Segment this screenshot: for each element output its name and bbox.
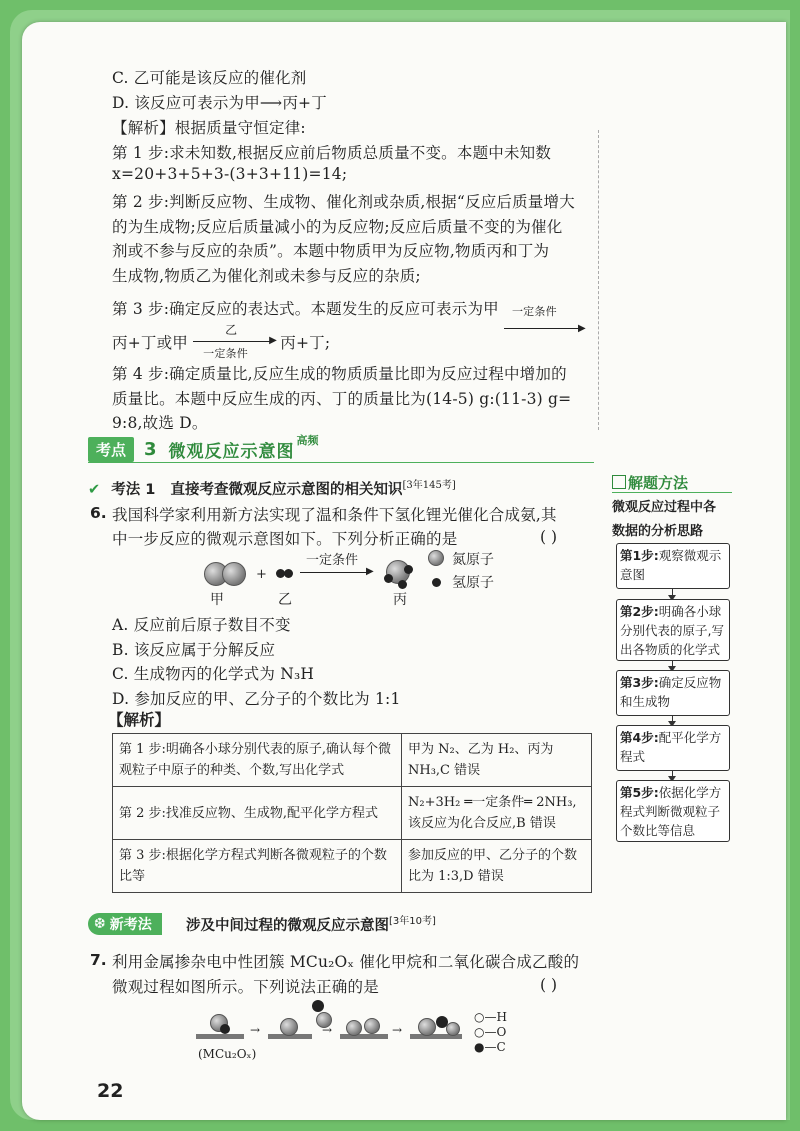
condition-label: 一定条件 xyxy=(511,305,557,318)
table-row xyxy=(113,787,592,840)
catalyst-surface xyxy=(340,1034,388,1039)
q5-line: 生成物,物质乙为催化剂或未参与反应的杂质; xyxy=(112,267,421,285)
table-cell: 第 3 步:根据化学方程式判断各微观粒子的个数比等 xyxy=(113,840,402,893)
nitrogen-atom xyxy=(222,562,246,586)
table-cell: 第 2 步:找准反应物、生成物,配平化学方程式 xyxy=(113,787,402,840)
plus-sign: + xyxy=(256,567,267,582)
step-arrow-icon: → xyxy=(392,1023,403,1037)
q5-line: 第 1 步:求未知数,根据反应前后物质总质量不变。本题中未知数 xyxy=(112,144,552,162)
q5-step3-text: 第 3 步:确定反应的表达式。本题发生的反应可表示为甲 xyxy=(112,300,499,318)
section-title: 微观反应示意图 xyxy=(168,441,295,462)
q6-answer-paren: ( ) xyxy=(540,528,558,546)
q7-answer-paren: ( ) xyxy=(540,976,558,994)
label-bing: 丙 xyxy=(393,592,407,608)
catalyst-surface xyxy=(196,1034,244,1039)
q5-line: 质量比。本题中反应生成的丙、丁的质量比为(14-5) g:(11-3) g= xyxy=(112,390,572,408)
sidebar-step: 第2步:明确各小球分别代表的原子,写出各物质的化学式 xyxy=(616,599,730,661)
catalyst-arrow: 乙 ▶ 一定条件 xyxy=(193,335,275,353)
q5-step3-b xyxy=(112,323,331,360)
carbon-atom xyxy=(312,1000,324,1012)
hydrogen-atom xyxy=(384,574,393,583)
q5-line: 剂或不参与反应的杂质”。本题中物质甲为反应物,物质丙和丁为 xyxy=(112,242,550,260)
q5-line: 9:8,故选 D。 xyxy=(112,414,208,432)
method1-label: 考法 1 xyxy=(111,482,156,498)
q6-number: 6. xyxy=(90,504,107,522)
sidebar-title: 解题方法 xyxy=(612,472,688,493)
q5-step3-b2: 丙+丁; xyxy=(280,334,331,352)
q6-stem-1: 我国科学家利用新方法实现了温和条件下氢化锂光催化合成氨,其 xyxy=(112,506,557,524)
q5-line: x=20+3+5+3-(3+3+11)=14; xyxy=(112,165,348,183)
legend-hydrogen: 氢原子 xyxy=(452,575,494,591)
sidebar-step: 第1步:观察微观示意图 xyxy=(616,543,730,589)
q6-option: C. 生成物丙的化学式为 N₃H xyxy=(112,665,315,683)
dotted-divider xyxy=(598,130,599,430)
hydrogen-atom xyxy=(284,569,293,578)
catalyst-label: 乙 xyxy=(225,323,238,337)
legend-o: ○—O xyxy=(474,1025,507,1039)
q5-step3-b1: 丙+丁或甲 xyxy=(112,334,188,352)
flow-arrow-icon xyxy=(672,589,673,599)
q6-option: D. 参加反应的甲、乙分子的个数比为 1:1 xyxy=(112,690,401,708)
step-arrow-icon: → xyxy=(322,1023,333,1037)
molecule xyxy=(346,1020,362,1036)
q7-stem-2: 微观过程如图所示。下列说法正确的是 xyxy=(112,978,379,996)
section-number: 3 xyxy=(144,438,157,460)
label-jia: 甲 xyxy=(210,592,224,608)
legend-nitrogen-icon xyxy=(428,550,444,566)
table-cell: 参加反应的甲、乙分子的个数比为 1:3,D 错误 xyxy=(402,840,592,893)
q7-number: 7. xyxy=(90,951,107,969)
q6-option: B. 该反应属于分解反应 xyxy=(112,641,276,659)
method2-title: 涉及中间过程的微观反应示意图 xyxy=(186,918,389,934)
sidebar-rule xyxy=(612,492,732,493)
molecule xyxy=(364,1018,380,1034)
sidebar-step: 第4步:配平化学方程式 xyxy=(616,725,730,771)
q5-analysis-label: 【解析】根据质量守恒定律: xyxy=(112,119,306,137)
flow-arrow-icon xyxy=(672,716,673,725)
method1-header xyxy=(88,478,456,499)
q6-stem-2: 中一步反应的微观示意图如下。下列分析正确的是 xyxy=(112,530,458,548)
q5-line: 第 2 步:判断反应物、生成物、催化剂或杂质,根据“反应后质量增大 xyxy=(112,193,575,211)
reaction-condition: 一定条件 xyxy=(306,553,359,568)
legend-h: ○—H xyxy=(474,1010,507,1024)
reaction-arrow xyxy=(300,572,370,573)
step-arrow-icon: → xyxy=(250,1023,261,1037)
method2-header xyxy=(186,914,436,935)
q7-stem-1: 利用金属掺杂电中性团簇 MCu₂Oₓ 催化甲烷和二氧化碳合成乙酸的 xyxy=(112,953,580,971)
table-cell: 甲为 N₂、乙为 H₂、丙为 NH₃,C 错误 xyxy=(402,734,592,787)
hydrogen-atom xyxy=(398,580,407,589)
table-row xyxy=(113,734,592,787)
section-rule xyxy=(88,462,594,463)
new-method-tag: ❆ 新考法 xyxy=(88,913,162,935)
box-icon xyxy=(612,475,626,489)
q5-option-c: C. 乙可能是该反应的催化剂 xyxy=(112,69,307,87)
sidebar-step: 第3步:确定反应物和生成物 xyxy=(616,670,730,716)
legend-nitrogen: 氮原子 xyxy=(452,552,494,568)
section-badge: 高频 xyxy=(296,434,319,447)
table-cell: 第 1 步:明确各小球分别代表的原子,确认每个微观粒子中原子的种类、个数,写出化学式 xyxy=(113,734,402,787)
section-tag: 考点 xyxy=(88,437,134,462)
arrow-head-icon: ▶ xyxy=(366,566,374,577)
flow-arrow-icon xyxy=(672,661,673,670)
method1-title: 直接考查微观反应示意图的相关知识 xyxy=(170,482,403,498)
method1-ref: [3年145考] xyxy=(402,480,456,491)
flow-arrow-icon xyxy=(672,771,673,780)
section-header xyxy=(88,436,319,462)
q5-step3: 第 3 步:确定反应的表达式。本题发生的反应可表示为甲 一定条件 ▶ xyxy=(112,300,586,334)
q5-option-d: D. 该反应可表示为甲⟶丙+丁 xyxy=(112,94,327,112)
legend-hydrogen-icon xyxy=(432,578,441,587)
molecule xyxy=(446,1022,460,1036)
sidebar-subtitle: 微观反应过程中各 数据的分析思路 xyxy=(612,500,717,539)
q5-line: 的为生成物;反应后质量减小的为反应物;反应后质量不变的为催化 xyxy=(112,218,563,236)
carbon-atom xyxy=(220,1024,230,1034)
solution-table xyxy=(112,733,592,893)
q6-analysis-label: 【解析】 xyxy=(108,710,171,729)
catalyst-label: (MCu₂Oₓ) xyxy=(198,1047,257,1061)
legend-c: ●—C xyxy=(474,1040,506,1054)
label-yi: 乙 xyxy=(278,592,292,608)
bulb-icon: ❆ xyxy=(94,916,106,932)
method2-ref: [3年10考] xyxy=(389,916,436,927)
q6-option: A. 反应前后原子数目不变 xyxy=(112,616,291,634)
molecule xyxy=(280,1018,298,1036)
condition-label: 一定条件 xyxy=(203,347,248,360)
q5-line: 第 4 步:确定质量比,反应生成的物质质量比即为反应过程中增加的 xyxy=(112,365,567,383)
hydrogen-atom xyxy=(404,565,413,574)
molecule xyxy=(418,1018,436,1036)
table-row xyxy=(113,840,592,893)
page-number: 22 xyxy=(97,1080,124,1102)
check-icon: ✔ xyxy=(88,482,101,498)
table-cell: N₂+3H₂ ═一定条件═ 2NH₃,该反应为化合反应,B 错误 xyxy=(402,787,592,840)
sidebar-step: 第5步:依据化学方程式判断微观粒子个数比等信息 xyxy=(616,780,730,842)
